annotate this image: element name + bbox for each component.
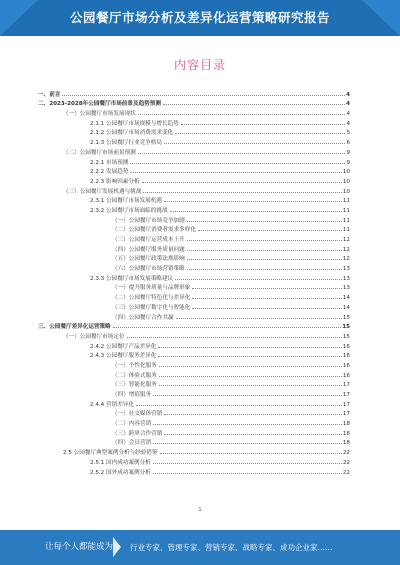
toc-entry-title: 2.5 公园餐厅典型案例分析与经验借鉴 [63,450,158,457]
toc-dot-leader [153,424,342,425]
toc-entry-title: 三、公园餐厅差异化运营策略 [38,324,111,331]
toc-dot-leader [164,143,345,144]
toc-entry-title: 二、2023-2028年公园餐厅市场前景及趋势预测 [38,101,161,108]
toc-entry-page: 22 [342,459,350,466]
arrow-right-icon [113,537,121,557]
toc-dot-leader [159,376,342,377]
toc-dot-leader [192,288,342,289]
toc-dot-leader [142,182,342,183]
toc-entry-page: 22 [342,469,350,476]
toc-entry-title: 2.4.2 公园餐厅产品差异化 [90,343,157,350]
toc-entry[interactable] [38,321,350,331]
toc-dot-leader [187,250,342,251]
toc-dot-leader [198,230,342,231]
toc-dot-leader [164,414,342,415]
toc-dot-leader [176,318,342,319]
toc-entry[interactable] [38,185,350,195]
toc-entry-page: 9 [346,159,350,166]
toc-entry-page: 11 [342,217,350,224]
toc-entry[interactable] [38,301,350,311]
toc-entry-title: （一）个性化服务 [112,362,157,369]
toc-dot-leader [192,308,342,309]
toc-entry-page: 10 [342,178,350,185]
toc-entry-page: 11 [342,207,350,214]
toc-entry-title: （二）公园餐厅特色化与差异化 [112,295,191,302]
toc-entry-page: 16 [342,343,350,350]
toc-entry[interactable] [38,350,350,360]
toc-entry-page: 4 [346,120,350,127]
toc-entry[interactable] [38,446,350,456]
toc-entry-page: 13 [342,275,350,282]
toc-entry-page: 17 [342,401,350,408]
toc-entry-page: 18 [342,430,350,437]
toc-entry[interactable] [38,195,350,205]
table-of-contents [38,88,350,476]
toc-entry[interactable] [38,311,350,321]
toc-entry-title: 2.2.3 影响因素分析 [90,178,140,185]
toc-entry-title: （一）提升服务质量与品牌形象 [112,285,191,292]
toc-entry-page: 16 [342,362,350,369]
toc-entry-title: 2.4.4 营销差异化 [90,401,134,408]
toc-dot-leader [187,221,342,222]
toc-entry[interactable] [38,146,350,156]
toc-entry-page: 10 [342,188,350,195]
toc-dot-leader [62,95,345,96]
toc-dot-leader [130,163,345,164]
toc-entry-title: （四）会员营销 [112,440,152,447]
toc-entry-title: （三）跨界合作营销 [112,430,163,437]
toc-entry[interactable] [38,437,350,447]
toc-dot-leader [130,172,341,173]
toc-entry[interactable] [38,88,350,98]
toc-entry-page: 11 [342,198,350,205]
toc-entry-page: 12 [342,237,350,243]
toc-dot-leader [138,153,346,154]
toc-entry-page: 4 [346,111,350,118]
toc-entry-page: 9 [346,149,350,156]
toc-entry[interactable] [38,388,350,398]
toc-entry[interactable] [38,243,350,253]
toc-entry-page: 15 [342,314,350,321]
toc-dot-leader [159,366,342,367]
toc-entry[interactable] [38,456,350,466]
toc-entry[interactable] [38,408,350,418]
toc-dot-leader [159,385,342,386]
toc-entry[interactable] [38,398,350,408]
toc-entry-page: 17 [342,382,350,389]
toc-dot-leader [158,347,342,348]
toc-entry-title: 2.5.1 国内成功案例分析 [90,459,151,466]
toc-entry-title: （一）社交媒体营销 [112,411,163,418]
toc-dot-leader [187,240,342,241]
toc-entry-title: （三）公园餐厅发展机遇与挑战 [63,188,142,195]
toc-entry-title: 2.4.3 公园餐厅服务差异化 [90,353,157,360]
toc-entry[interactable] [38,204,350,214]
toc-entry-page: 15 [342,333,350,340]
toc-entry-title: （一）公园餐厅市场发展现状 [63,111,136,118]
toc-entry-page: 18 [342,440,350,447]
toc-dot-leader [160,453,342,454]
toc-entry[interactable] [38,156,350,166]
toc-entry[interactable] [38,117,350,127]
toc-entry[interactable] [38,224,350,234]
toc-entry-title: 2.1.3 公园餐厅行业竞争格局 [90,140,162,147]
toc-dot-leader [192,298,342,299]
toc-entry-page: 14 [342,304,350,311]
toc-entry[interactable] [38,340,350,350]
toc-entry-page: 16 [342,372,350,379]
toc-dot-leader [170,211,342,212]
toc-entry-page: 14 [342,295,350,302]
toc-entry[interactable] [38,136,350,146]
header-banner [0,0,400,36]
toc-dot-leader [158,356,342,357]
toc-entry-title: （二）公园餐厅市场前景预测 [63,149,136,156]
toc-dot-leader [175,133,345,134]
page-number: 1 [198,507,202,513]
toc-entry[interactable] [38,427,350,437]
toc-entry-page: 12 [342,256,350,263]
toc-entry-page: 10 [342,169,350,176]
toc-entry[interactable] [38,291,350,301]
toc-heading: 内容目录 [173,58,226,72]
footer-slogan: 让每个人都能成为 [45,542,114,552]
toc-entry[interactable] [38,98,350,108]
toc-entry-title: （五）公园餐厅政策法规影响 [112,256,185,263]
toc-entry-page: 6 [346,140,350,147]
toc-entry[interactable] [38,466,350,476]
toc-entry-page: 11 [342,227,350,234]
toc-entry-page: 13 [342,285,350,292]
toc-entry-title: （四）增值服务 [112,392,152,398]
toc-entry[interactable] [38,272,350,282]
toc-entry[interactable] [38,262,350,272]
toc-dot-leader [113,327,341,328]
toc-entry-title: （二）体验式服务 [112,372,157,379]
toc-entry[interactable] [38,107,350,117]
toc-dot-leader [153,473,342,474]
toc-entry-title: （一）公园餐厅市场定位 [63,333,125,340]
toc-entry[interactable] [38,417,350,427]
toc-entry-page: 17 [342,392,350,398]
toc-entry-page: 18 [342,421,350,428]
toc-dot-leader [136,405,342,406]
toc-entry-page: 5 [346,130,350,137]
toc-entry-title: 2.1.2 公园餐厅市场消费需求变化 [90,130,174,137]
toc-entry-page: 12 [342,246,350,253]
toc-entry-title: 2.2.2 发展趋势 [90,169,129,176]
toc-entry[interactable] [38,175,350,185]
toc-entry-title: （三）公园餐厅数字化与智能化 [112,304,191,311]
toc-entry-title: （二）内容营销 [112,421,152,428]
toc-dot-leader [138,114,346,115]
toc-entry-title: 2.1.1 公园餐厅市场规模与增长趋势 [90,120,179,127]
toc-dot-leader [153,443,342,444]
toc-entry[interactable] [38,379,350,389]
toc-entry-page: 13 [342,266,350,273]
toc-dot-leader [153,463,342,464]
toc-entry-page: 4 [346,101,350,108]
toc-entry[interactable] [38,369,350,379]
toc-entry-title: 一、前言 [38,91,61,98]
toc-entry-title: 2.5.2 国外成功案例分析 [90,469,151,476]
toc-dot-leader [181,124,346,125]
toc-entry[interactable] [38,359,350,369]
toc-entry-title: （六）公园餐厅市场营销策略 [112,266,185,273]
report-title: 公园餐厅市场分析及差异化运营策略研究报告 [69,10,330,25]
toc-entry[interactable] [38,214,350,224]
toc-entry-title: （四）公园餐厅服务质量问题 [112,246,185,253]
toc-entry-page: 4 [346,91,350,98]
toc-entry-title: 2.2.1 市场预测 [90,159,129,166]
toc-dot-leader [164,434,342,435]
toc-dot-leader [163,104,345,105]
toc-entry[interactable] [38,166,350,176]
toc-dot-leader [187,269,342,270]
toc-dot-leader [187,259,342,260]
toc-entry-title: （二）公园餐厅消费者需求多样化 [112,227,196,234]
toc-dot-leader [143,192,342,193]
toc-entry-page: 15 [342,324,350,331]
footer-roles: 行业专家、管理专家、营销专家、战略专家、成功企业家…… [130,543,333,552]
toc-entry[interactable] [38,282,350,292]
toc-entry-page: 16 [342,353,350,360]
toc-entry-page: 17 [342,411,350,418]
toc-entry[interactable] [38,330,350,340]
toc-entry-title: 2.3.2 公园餐厅市场面临的挑战 [90,207,168,214]
footer-banner [0,530,400,565]
toc-entry-page: 22 [342,450,350,457]
toc-dot-leader [127,337,342,338]
toc-dot-leader [153,395,342,396]
toc-entry-title: 2.3.1 公园餐厅市场发展机遇 [90,198,162,205]
toc-entry-title: （三）智能化服务 [112,382,157,389]
toc-dot-leader [164,201,342,202]
toc-entry[interactable] [38,127,350,137]
toc-entry[interactable] [38,233,350,243]
toc-dot-leader [175,279,342,280]
toc-entry-title: （四）公园餐厅合作共赢 [112,314,174,321]
toc-entry-title: （一）公园餐厅市场竞争加剧 [112,217,185,224]
toc-entry[interactable] [38,253,350,263]
toc-entry-title: 2.3.3 公园餐厅市场发展策略建议 [90,275,174,282]
toc-entry-title: （三）公园餐厅运营成本上升 [112,237,185,243]
